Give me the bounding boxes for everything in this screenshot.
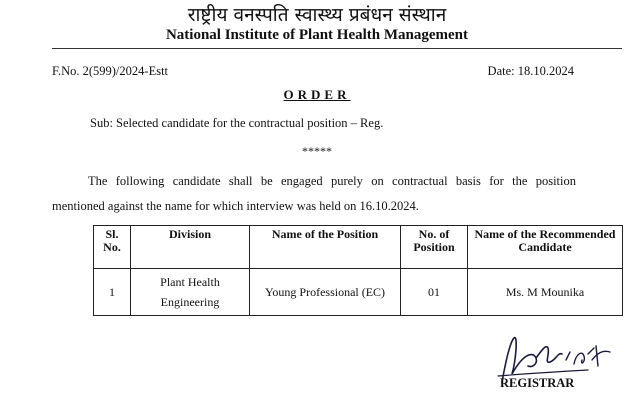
cell-candidate: Ms. M Mounika bbox=[468, 269, 623, 316]
body-line-1: The following candidate shall be engaged purely on contractual basis for the position bbox=[88, 174, 576, 188]
table-row bbox=[94, 269, 623, 316]
header-divider bbox=[52, 48, 622, 49]
body-line-2: mentioned against the name for which interview was held on 16.10.2024. bbox=[52, 199, 419, 213]
order-heading: ORDER bbox=[283, 87, 351, 102]
institute-name-english: National Institute of Plant Health Management bbox=[165, 27, 469, 43]
signatory-title: REGISTRAR bbox=[500, 376, 575, 390]
cell-position-name: Young Professional (EC) bbox=[250, 269, 401, 316]
col-header-candidate: Name of the Recommended Candidate bbox=[468, 226, 623, 269]
institute-name-hindi: राष्ट्रीय वनस्पति स्वास्थ्य प्रबंधन संस्थान bbox=[187, 4, 447, 26]
table-header-row bbox=[94, 226, 623, 269]
file-number: F.No. 2(599)/2024-Estt bbox=[52, 64, 169, 78]
cell-division: Plant Health Engineering bbox=[131, 269, 250, 316]
body-paragraph bbox=[52, 169, 576, 219]
col-header-division: Division bbox=[131, 226, 250, 269]
order-date: Date: 18.10.2024 bbox=[487, 64, 574, 78]
separator-stars: ***** bbox=[302, 144, 332, 158]
candidate-table bbox=[93, 225, 623, 316]
col-header-position-name: Name of the Position bbox=[250, 226, 401, 269]
cell-position-count: 01 bbox=[401, 269, 468, 316]
col-header-position-count: No. of Position bbox=[401, 226, 468, 269]
col-header-sl-no: Sl. No. bbox=[94, 226, 131, 269]
subject-line: Sub: Selected candidate for the contractual position – Reg. bbox=[90, 116, 384, 130]
cell-sl-no: 1 bbox=[94, 269, 131, 316]
